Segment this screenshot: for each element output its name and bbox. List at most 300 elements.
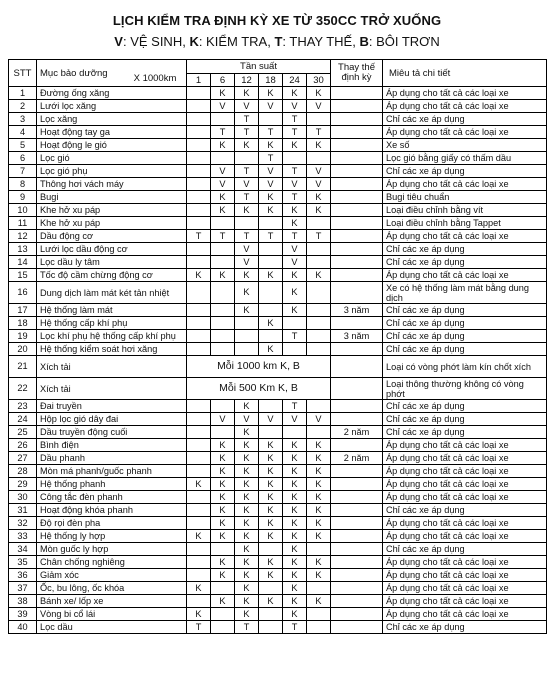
interval-cell: T (283, 191, 307, 204)
header-interval: 18 (259, 74, 283, 87)
description-cell: Chỉ các xe áp dụng (383, 400, 547, 413)
description-cell: Áp dụng cho tất cả các loại xe (383, 178, 547, 191)
description-cell: Áp dụng cho tất cả các loại xe (383, 465, 547, 478)
interval-cell: K (259, 139, 283, 152)
row-number: 30 (9, 491, 37, 504)
maintenance-item: Khe hở xu páp (37, 204, 187, 217)
replacement-cell (331, 413, 383, 426)
legend-text: : THAY THẾ, (282, 34, 360, 49)
interval-cell: K (235, 608, 259, 621)
interval-cell: K (283, 582, 307, 595)
interval-cell: T (235, 113, 259, 126)
interval-cell: K (283, 269, 307, 282)
row-number: 2 (9, 100, 37, 113)
maintenance-item: Lọc gió (37, 152, 187, 165)
interval-cell: K (259, 491, 283, 504)
description-cell: Chỉ các xe áp dụng (383, 256, 547, 269)
interval-cell: K (211, 504, 235, 517)
interval-cell: K (283, 304, 307, 317)
interval-cell: K (211, 87, 235, 100)
table-row (9, 530, 547, 543)
interval-cell (259, 330, 283, 343)
row-number: 32 (9, 517, 37, 530)
interval-cell (187, 178, 211, 191)
page-title: LỊCH KIỂM TRA ĐỊNH KỲ XE TỪ 350CC TRỞ XUỐNG (112, 13, 442, 28)
interval-cell (187, 126, 211, 139)
table-row (9, 317, 547, 330)
interval-cell: T (235, 126, 259, 139)
row-number: 3 (9, 113, 37, 126)
interval-cell (187, 217, 211, 230)
interval-cell (235, 330, 259, 343)
interval-cell (187, 87, 211, 100)
replacement-cell (331, 113, 383, 126)
replacement-cell (331, 491, 383, 504)
maintenance-item: Mòn guốc ly hợp (37, 543, 187, 556)
replacement-cell: 2 năm (331, 426, 383, 439)
description-cell: Chỉ các xe áp dụng (383, 413, 547, 426)
table-row (9, 595, 547, 608)
description-cell: Áp dụng cho tất cả các loại xe (383, 126, 547, 139)
interval-cell: K (235, 426, 259, 439)
interval-cell (259, 113, 283, 126)
interval-cell: K (259, 478, 283, 491)
table-row (9, 139, 547, 152)
row-number: 1 (9, 87, 37, 100)
maintenance-item: Dung dịch làm mát két tản nhiệt (37, 282, 187, 304)
table-row (9, 582, 547, 595)
table-row (9, 152, 547, 165)
interval-cell: V (235, 243, 259, 256)
description-cell: Áp dụng cho tất cả các loại xe (383, 230, 547, 243)
table-row (9, 556, 547, 569)
maintenance-item: Hoạt động le gió (37, 139, 187, 152)
interval-cell: K (211, 452, 235, 465)
table-row (9, 478, 547, 491)
interval-cell: K (235, 87, 259, 100)
maintenance-item: Công tắc đèn phanh (37, 491, 187, 504)
interval-cell (307, 426, 331, 439)
description-cell: Áp dụng cho tất cả các loại xe (383, 556, 547, 569)
replacement-cell (331, 517, 383, 530)
interval-cell: K (235, 595, 259, 608)
description-cell: Chỉ các xe áp dụng (383, 330, 547, 343)
interval-cell: T (283, 126, 307, 139)
row-number: 7 (9, 165, 37, 178)
table-row (9, 621, 547, 634)
interval-cell: K (307, 478, 331, 491)
interval-cell: K (259, 452, 283, 465)
interval-cell (259, 217, 283, 230)
maintenance-item: Xích tải (37, 378, 187, 400)
interval-cell: K (211, 595, 235, 608)
interval-cell: T (211, 126, 235, 139)
row-number: 38 (9, 595, 37, 608)
replacement-cell (331, 621, 383, 634)
interval-cell: T (235, 191, 259, 204)
interval-cell: K (307, 139, 331, 152)
description-cell: Áp dụng cho tất cả các loại xe (383, 269, 547, 282)
table-row (9, 504, 547, 517)
interval-cell: K (235, 543, 259, 556)
interval-cell: V (235, 413, 259, 426)
replacement-cell (331, 595, 383, 608)
interval-cell (211, 317, 235, 330)
interval-cell: T (235, 230, 259, 243)
maintenance-item: Hệ thống ly hợp (37, 530, 187, 543)
maintenance-item: Khe hở xu páp (37, 217, 187, 230)
interval-cell: V (259, 100, 283, 113)
maintenance-item: Lọc xăng (37, 113, 187, 126)
interval-cell: V (211, 165, 235, 178)
table-row (9, 330, 547, 343)
interval-cell: K (259, 191, 283, 204)
interval-cell (187, 517, 211, 530)
maintenance-item: Ốc, bu lông, ốc khóa (37, 582, 187, 595)
interval-cell: K (259, 343, 283, 356)
interval-cell: K (211, 139, 235, 152)
interval-cell (187, 491, 211, 504)
interval-cell (307, 256, 331, 269)
replacement-cell: 3 năm (331, 330, 383, 343)
replacement-cell (331, 139, 383, 152)
row-number: 35 (9, 556, 37, 569)
interval-cell (211, 217, 235, 230)
interval-cell: K (259, 465, 283, 478)
interval-cell (259, 256, 283, 269)
maintenance-item: Lưới lọc xăng (37, 100, 187, 113)
description-cell: Bugi tiêu chuẩn (383, 191, 547, 204)
replacement-cell (331, 230, 383, 243)
replacement-cell (331, 582, 383, 595)
header-periodic-replacement: Thay thế định kỳ (331, 60, 383, 87)
interval-cell: V (283, 413, 307, 426)
description-cell: Xe có hệ thống làm mát bằng dung dịch (383, 282, 547, 304)
table-row (9, 230, 547, 243)
header-frequency: Tần suất (187, 60, 331, 74)
table-row (9, 517, 547, 530)
description-cell: Chỉ các xe áp dụng (383, 543, 547, 556)
interval-cell: K (235, 282, 259, 304)
row-number: 34 (9, 543, 37, 556)
row-number: 8 (9, 178, 37, 191)
interval-cell: K (211, 517, 235, 530)
interval-cell: K (283, 217, 307, 230)
legend-text: : BÔI TRƠN (368, 34, 440, 49)
interval-cell (235, 343, 259, 356)
interval-cell (187, 282, 211, 304)
interval-cell (187, 304, 211, 317)
interval-cell: K (283, 491, 307, 504)
row-number: 13 (9, 243, 37, 256)
interval-cell (187, 204, 211, 217)
interval-cell: K (187, 608, 211, 621)
interval-cell: K (211, 530, 235, 543)
description-cell: Áp dụng cho tất cả các loại xe (383, 582, 547, 595)
interval-cell: V (259, 178, 283, 191)
legend-text: : VỆ SINH, (122, 34, 190, 49)
description-cell: Chỉ các xe áp dụng (383, 243, 547, 256)
interval-cell (307, 543, 331, 556)
interval-cell: T (187, 621, 211, 634)
interval-cell: K (235, 269, 259, 282)
row-number: 21 (9, 356, 37, 378)
interval-cell: T (283, 113, 307, 126)
replacement-cell (331, 478, 383, 491)
interval-cell: K (283, 87, 307, 100)
table-row (9, 569, 547, 582)
table-row (9, 256, 547, 269)
interval-cell: V (283, 100, 307, 113)
interval-cell: K (235, 517, 259, 530)
maintenance-item: Lọc gió phụ (37, 165, 187, 178)
interval-cell: K (235, 478, 259, 491)
interval-cell: T (259, 152, 283, 165)
interval-cell (187, 100, 211, 113)
maintenance-item: Hệ thống làm mát (37, 304, 187, 317)
legend-code: T (274, 34, 283, 49)
replacement-cell (331, 569, 383, 582)
interval-cell: K (283, 465, 307, 478)
replacement-cell (331, 356, 383, 378)
table-row (9, 378, 547, 400)
interval-cell: K (187, 269, 211, 282)
maintenance-item: Hệ thống kiểm soát hơi xăng (37, 343, 187, 356)
interval-cell (259, 304, 283, 317)
table-row (9, 426, 547, 439)
maintenance-item: Lọc khí phụ hệ thống cấp khí phụ (37, 330, 187, 343)
table-row (9, 178, 547, 191)
legend-code: K (189, 34, 199, 49)
maintenance-item: Độ rọi đèn pha (37, 517, 187, 530)
replacement-cell (331, 282, 383, 304)
row-number: 6 (9, 152, 37, 165)
table-row (9, 282, 547, 304)
table-row (9, 165, 547, 178)
replacement-cell (331, 243, 383, 256)
interval-cell (187, 343, 211, 356)
maintenance-item: Mòn má phanh/guốc phanh (37, 465, 187, 478)
interval-cell: K (211, 191, 235, 204)
interval-cell: T (283, 400, 307, 413)
description-cell: Áp dụng cho tất cả các loại xe (383, 439, 547, 452)
row-number: 29 (9, 478, 37, 491)
interval-cell: K (259, 530, 283, 543)
interval-cell: K (307, 465, 331, 478)
interval-cell: K (235, 491, 259, 504)
row-number: 33 (9, 530, 37, 543)
legend (0, 34, 554, 49)
interval-cell (211, 343, 235, 356)
interval-cell (211, 543, 235, 556)
replacement-cell (331, 608, 383, 621)
table-row (9, 608, 547, 621)
replacement-cell (331, 504, 383, 517)
interval-cell: K (259, 317, 283, 330)
maintenance-item: Lọc dầu ly tâm (37, 256, 187, 269)
interval-cell: T (283, 330, 307, 343)
interval-cell (259, 426, 283, 439)
header-interval: 12 (235, 74, 259, 87)
interval-cell: K (283, 517, 307, 530)
interval-cell: K (259, 269, 283, 282)
interval-cell: K (283, 282, 307, 304)
row-number: 14 (9, 256, 37, 269)
row-number: 18 (9, 317, 37, 330)
interval-cell: K (211, 491, 235, 504)
interval-cell: K (235, 400, 259, 413)
description-cell: Chỉ các xe áp dụng (383, 504, 547, 517)
interval-cell (235, 152, 259, 165)
description-cell: Chỉ các xe áp dụng (383, 304, 547, 317)
interval-cell: K (283, 595, 307, 608)
interval-span: Mỗi 500 Km K, B (187, 378, 331, 400)
interval-cell: K (235, 504, 259, 517)
interval-cell: K (235, 569, 259, 582)
interval-cell (187, 243, 211, 256)
interval-cell: K (259, 556, 283, 569)
interval-cell (187, 556, 211, 569)
interval-cell: V (259, 165, 283, 178)
interval-cell: V (283, 178, 307, 191)
replacement-cell (331, 378, 383, 400)
interval-cell: K (235, 530, 259, 543)
row-number: 36 (9, 569, 37, 582)
replacement-cell (331, 191, 383, 204)
row-number: 39 (9, 608, 37, 621)
header-item-label: Mục bảo dưỡng (40, 67, 108, 79)
interval-cell (187, 152, 211, 165)
maintenance-item: Hoạt động khóa phanh (37, 504, 187, 517)
interval-cell: V (259, 413, 283, 426)
replacement-cell (331, 530, 383, 543)
row-number: 20 (9, 343, 37, 356)
interval-cell (235, 317, 259, 330)
interval-cell (307, 317, 331, 330)
interval-cell (259, 621, 283, 634)
description-cell: Áp dụng cho tất cả các loại xe (383, 452, 547, 465)
table-row (9, 465, 547, 478)
interval-cell: K (211, 465, 235, 478)
interval-cell: K (283, 569, 307, 582)
interval-cell (235, 217, 259, 230)
interval-cell: K (211, 478, 235, 491)
interval-cell (187, 317, 211, 330)
interval-cell (187, 452, 211, 465)
replacement-cell (331, 543, 383, 556)
description-cell: Chỉ các xe áp dụng (383, 621, 547, 634)
row-number: 26 (9, 439, 37, 452)
maintenance-item: Bánh xe/ lốp xe (37, 595, 187, 608)
interval-cell: V (235, 100, 259, 113)
table-row (9, 400, 547, 413)
interval-cell: K (283, 543, 307, 556)
description-cell: Áp dụng cho tất cả các loại xe (383, 100, 547, 113)
interval-cell: T (235, 621, 259, 634)
interval-cell (283, 152, 307, 165)
maintenance-schedule-table (8, 59, 547, 634)
interval-cell (187, 413, 211, 426)
table-row (9, 356, 547, 378)
interval-cell: K (307, 569, 331, 582)
interval-cell: T (283, 165, 307, 178)
interval-cell (211, 243, 235, 256)
maintenance-item: Giảm xóc (37, 569, 187, 582)
interval-cell (307, 582, 331, 595)
interval-cell: K (259, 517, 283, 530)
header-stt: STT (9, 60, 37, 87)
header-description: Miêu tả chi tiết (383, 60, 547, 87)
interval-cell: K (187, 478, 211, 491)
maintenance-item: Lọc dầu (37, 621, 187, 634)
row-number: 23 (9, 400, 37, 413)
interval-cell: V (211, 178, 235, 191)
interval-cell (307, 113, 331, 126)
interval-cell (307, 400, 331, 413)
row-number: 40 (9, 621, 37, 634)
description-cell: Chỉ các xe áp dụng (383, 317, 547, 330)
description-cell: Loại điều chỉnh bằng vít (383, 204, 547, 217)
interval-cell: K (211, 569, 235, 582)
interval-cell: T (211, 230, 235, 243)
interval-cell: K (307, 530, 331, 543)
replacement-cell (331, 165, 383, 178)
interval-cell: K (259, 87, 283, 100)
table-row (9, 217, 547, 230)
maintenance-item: Đường ống xăng (37, 87, 187, 100)
interval-cell: K (283, 452, 307, 465)
row-number: 5 (9, 139, 37, 152)
header-interval: 24 (283, 74, 307, 87)
row-number: 25 (9, 426, 37, 439)
description-cell: Chỉ các xe áp dụng (383, 426, 547, 439)
interval-cell (211, 282, 235, 304)
interval-cell: K (307, 439, 331, 452)
interval-cell (259, 243, 283, 256)
interval-cell: K (283, 439, 307, 452)
interval-cell: V (283, 256, 307, 269)
replacement-cell (331, 400, 383, 413)
description-cell: Áp dụng cho tất cả các loại xe (383, 530, 547, 543)
interval-cell: K (235, 452, 259, 465)
interval-cell (259, 282, 283, 304)
row-number: 12 (9, 230, 37, 243)
row-number: 27 (9, 452, 37, 465)
description-cell: Áp dụng cho tất cả các loại xe (383, 569, 547, 582)
interval-cell (187, 426, 211, 439)
header-x1000km: X 1000km (133, 73, 177, 84)
maintenance-item: Tốc độ cầm chừng động cơ (37, 269, 187, 282)
interval-cell (211, 113, 235, 126)
interval-cell (259, 608, 283, 621)
replacement-cell (331, 126, 383, 139)
table-row (9, 204, 547, 217)
interval-cell: T (307, 230, 331, 243)
row-number: 22 (9, 378, 37, 400)
interval-cell: K (235, 556, 259, 569)
table-row (9, 452, 547, 465)
interval-cell: K (259, 204, 283, 217)
interval-cell: V (307, 100, 331, 113)
interval-cell (211, 304, 235, 317)
replacement-cell (331, 343, 383, 356)
description-cell: Chỉ các xe áp dụng (383, 343, 547, 356)
interval-cell (187, 191, 211, 204)
replacement-cell (331, 178, 383, 191)
interval-cell (307, 304, 331, 317)
maintenance-item: Vòng bi cổ lái (37, 608, 187, 621)
interval-cell: K (235, 582, 259, 595)
